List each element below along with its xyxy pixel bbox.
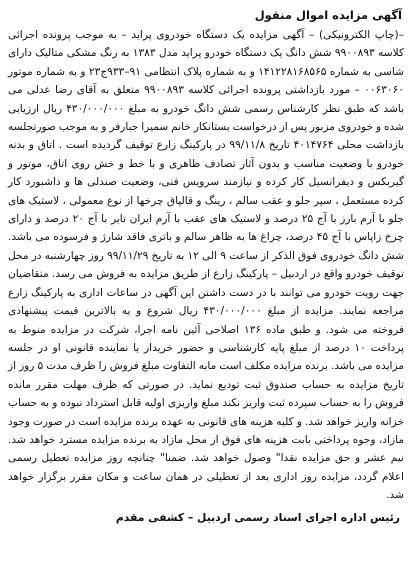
notice-body: –(چاپ الکترونیکی) – آگهی مزایده یک دستگاه خودروی پراید – به موجب پرونده اجرائی کلاسه ۹۹۰۰۸۹۳ شش دانگ یک دستگاه خودرو پراید مدل ۱۳۸۳ به رنگ مشکی متالیک دارای شاسی به شماره ۱۴۱۲۲۸۱۶۸۵۶۵ و به شماره پلاک انتظامی ۹۱–۹۳۳ج۲۳ و به شماره موتور ۰۰۶۳۰۶۰ – مورد بازداشتی پرونده اجرائی کلاسه ۹۹۰۰۸۹۳ متعلق به آقای رضا عدلی می باشد که طبق نظر کارشناس رسمی شش دانگ خودرو به مبلغ ۴۳۰/۰۰۰/۰۰۰ ریال ارزیابی شده و خودروی مزبور پس از درخواست بستانکار خانم سمیرا جبارفر و به موجب صورتجلسه بازداشت محلی ۴۰۱۴۷۶۴ تاریخ ۹۹/۱۱/۸ در پارکینگ زارع توقیف گردیده است . اتاق و بدنه خودرو با وضعیت مناسب و بدون آثار تصادف ظاهری و با خط و خش روی اتاق، موتور و گیربکس و دیفرانسیل کار کرده و نیازمند سرویس فنی، وضعیت صندلی ها و داشبورد کار کرده مستعمل ، سپر جلو و عقب سالم ، رینگ و قالپاق چرخها از نوع معمولی ، لاستیک های جلو با آرم بارز با آج ۲۵ درصد و لاستیک های عقب با آرم ایران تایر با آج ۲۰ درصد و دارای چرخ زاپاس با آج ۴۵ درصد، چراغ ها به ظاهر سالم و باتری فاقد شارژ و فرسوده می باشد. شش دانگ خودروی فوق الذکر از ساعت ۹ الی ۱۲ به تاریخ ۹۹/۱۱/۲۹ روز چهارشنبه در محل توقیف خودرو واقع در اردبیل – پارکینگ زارع از طریق مزایده به فروش می رسد. متقاضیان جهت رویت خودرو می توانند با در دست داشتن این آگهی در ساعات اداری به پارکینگ زارع مراجعه نمایند. مزایده از مبلغ ۴۳۰/۰۰۰/۰۰۰ ریال شروع و به بالاترین قیمت پیشنهادی فروخته می شود. و طبق ماده ۱۳۶ اصلاحی آئین نامه اجرا، شرکت در مزایده منوط به پرداخت ۱۰ درصد از مبلغ پایه کارشناسی و حضور خریدار یا نماینده قانونی او در جلسه مزایده می باشد. برنده مزایده مکلف است مابه التفاوت مبلغ فروش را ظرف مدت ۵ روز از تاریخ مزایده به حساب صندوق ثبت تودیع نماید. در صورتی که ظرف مهلت مقرر مانده فروش را به حساب سپرده ثبت واریز نکند مبلغ واریزی اولیه قابل استرداد نبوده و به حساب خزانه واریز خواهد شد. و کلیه هزینه های قانونی به عهده برنده مزایده است در صورت وجود مازاد، وجوه پرداختی بابت هزینه های فوق از محل مازاد به برنده مزایده مسترد خواهد شد. نیم عشر و حق مزایده نقدا" وصول خواهد شد. ضمنا" چنانچه روز مزایده تعطیل رسمی اعلام گردد، مزایده روز اداری بعد از تعطیلی در همان ساعت و مکان مقرر برگزار خواهد شد. bbox=[8, 29, 405, 502]
notice-signature: رئیس اداره اجرای اسناد رسمی اردبیل – کشفی مقدم bbox=[115, 510, 400, 524]
notice-title: آگهی مزایده اموال منقول bbox=[254, 8, 402, 22]
